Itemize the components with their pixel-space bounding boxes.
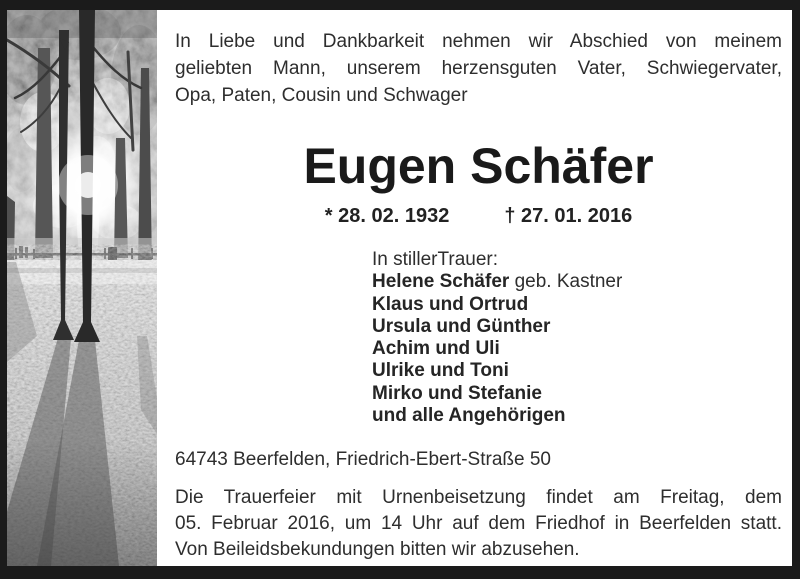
mourner-name: Mirko und Stefanie (372, 382, 542, 404)
death-date: † 27. 01. 2016 (504, 205, 633, 227)
mourner-suffix: geb. Kastner (509, 271, 623, 293)
mourner-entry (372, 405, 782, 427)
mourner-name: Ulrike und Toni (372, 360, 509, 382)
funeral-line: Von Beileidsbekundungen bitten wir abzusehen. (175, 539, 580, 561)
mourner-entry (372, 383, 782, 405)
birth-date: * 28. 02. 1932 (324, 205, 450, 227)
mourner-entry (372, 294, 782, 316)
deceased-name: Eugen Schäfer (303, 138, 654, 194)
mourner-name: Helene Schäfer (372, 271, 510, 293)
mourner-entry (372, 360, 782, 382)
mourner-name: Achim und Uli (372, 338, 500, 360)
mourner-name: Klaus und Ortrud (372, 293, 529, 315)
memorial-photo (7, 10, 157, 566)
intro-line: In Liebe und Dankbarkeit nehmen wir Abschied von meinem (175, 31, 782, 52)
mourners-heading: In stillerTrauer: (372, 249, 498, 270)
funeral-line: 05. Februar 2016, um 14 Uhr auf dem Friedhof in Beerfelden statt. (175, 513, 782, 535)
mourner-entry (372, 271, 782, 293)
life-dates (175, 205, 782, 227)
mourner-name: Ursula und Günther (372, 315, 551, 337)
mourners-block (372, 249, 782, 427)
mourner-entry (372, 316, 782, 338)
notice-inner (7, 10, 792, 566)
sun-bleed (58, 155, 118, 215)
intro-line: geliebten Mann, unserem herzensguten Vater, Schwiegervater, (175, 58, 782, 79)
park-trees-sunlight-graphic (7, 10, 157, 566)
funeral-paragraph (175, 485, 782, 563)
notice-content (157, 10, 792, 566)
mourner-name: und alle Angehörigen (372, 405, 566, 427)
funeral-line: Die Trauerfeier mit Urnenbeisetzung findet am Freitag, dem (175, 487, 782, 509)
address-line: 64743 Beerfelden, Friedrich-Ebert-Straße 50 (175, 449, 551, 471)
mourner-entry (372, 338, 782, 360)
intro-line: Opa, Paten, Cousin und Schwager (175, 85, 468, 106)
intro-paragraph (175, 28, 782, 109)
bottom-vignette (7, 440, 157, 566)
